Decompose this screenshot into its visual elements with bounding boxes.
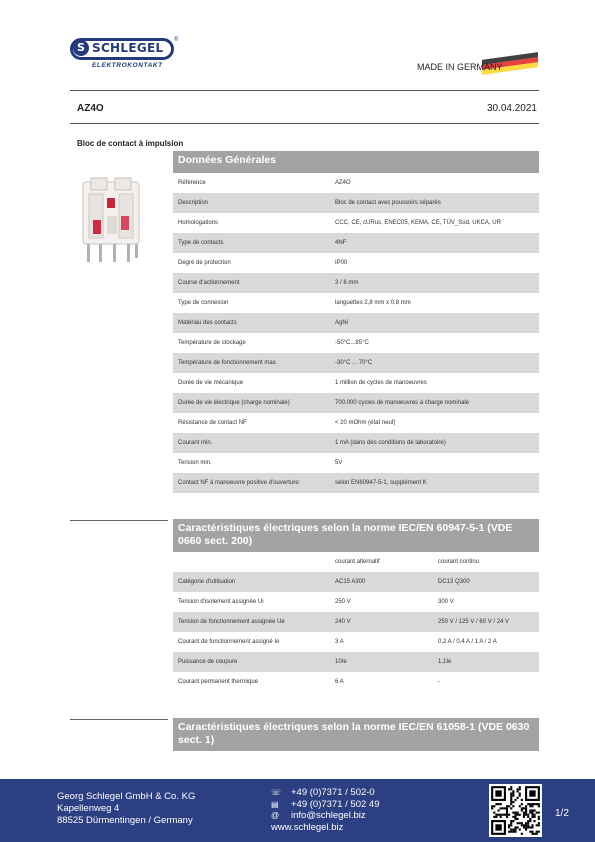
product-code: AZ4O <box>77 103 104 114</box>
row-value: AgNi <box>335 320 349 326</box>
footer <box>0 779 595 842</box>
table-row <box>173 193 539 213</box>
column-header-dc: courant continu <box>438 559 480 565</box>
street: Kapellenweg 4 <box>57 803 120 814</box>
electrical-iec61058-title: Caractéristiques électriques selon la norme IEC/EN 61058-1 (VDE 0630 sect. 1) <box>173 718 539 751</box>
row-value: 3 / 6 mm <box>335 280 359 286</box>
row-value-ac: 240 V <box>335 619 351 625</box>
row-value: < 20 mOhm (état neuf) <box>335 420 396 426</box>
table-row <box>173 213 539 233</box>
row-value-dc: 250 V / 125 V / 60 V / 24 V <box>438 619 510 625</box>
row-label: Durée de vie mécanique <box>178 380 244 386</box>
row-value-ac: 250 V <box>335 599 351 605</box>
row-label: Durée de vie électrique (charge nominale) <box>178 400 290 406</box>
row-value: -30°C ... 70°C <box>335 360 373 366</box>
row-value-dc: 0,2 A / 0,4 A / 1 A / 2 A <box>438 639 497 645</box>
table-row <box>173 273 539 293</box>
row-value: 5V <box>335 460 343 466</box>
row-label: Température de fonctionnement max. <box>178 360 278 366</box>
row-label: Contact NF à manoeuvre positive d'ouverture: <box>178 480 301 486</box>
table-row <box>173 473 539 493</box>
electrical-iec60947-section <box>173 519 539 692</box>
logo-wordmark: SCHLEGEL <box>92 41 164 55</box>
logo-subtitle: ELEKTROKONTAKT <box>92 62 163 69</box>
fax-number: +49 (0)7371 / 502 49 <box>291 798 380 810</box>
row-label: Matériau des contacts <box>178 320 237 326</box>
row-value: selon EN60947-5-1, supplément K <box>335 480 427 486</box>
table-row <box>173 413 539 433</box>
table-row <box>173 353 539 373</box>
email-link[interactable]: info@schlegel.biz <box>291 810 366 821</box>
table-row <box>173 313 539 333</box>
table-row <box>173 433 539 453</box>
phone-number: +49 (0)7371 / 502-0 <box>291 787 375 798</box>
product-image <box>77 176 151 272</box>
row-label: Résistance de contact NF <box>178 420 247 426</box>
row-label: Courant permanent thermique <box>178 679 259 685</box>
row-value: Bloc de contact avec poussoirs séparés <box>335 200 441 206</box>
column-header-ac: courant alternatif <box>335 559 380 565</box>
schlegel-logo <box>70 38 180 72</box>
document-date: 30.04.2021 <box>486 103 537 114</box>
table-row <box>173 333 539 353</box>
logo-s-icon: S <box>73 40 89 56</box>
row-value-ac: 6 A <box>335 679 344 685</box>
table-row <box>173 173 539 193</box>
row-value: 1 million de cycles de manoeuvres <box>335 380 427 386</box>
qr-code-icon <box>489 784 542 837</box>
row-label: Référence <box>178 180 206 186</box>
row-value: 4NF <box>335 240 347 246</box>
row-label: Tension d'isolement assignée Ui <box>178 599 264 605</box>
table-row <box>173 453 539 473</box>
general-data-section <box>173 151 539 493</box>
row-label: Type de connexion <box>178 300 229 306</box>
row-value-ac: 3 A <box>335 639 344 645</box>
row-label: Course d'actionnement <box>178 280 240 286</box>
row-label: Courant de fonctionnement assigné Ie <box>178 639 280 645</box>
header-divider <box>70 90 539 91</box>
row-label: Courant min. <box>178 440 213 446</box>
row-label: Température de stockage <box>178 340 246 346</box>
title-divider <box>70 123 539 124</box>
row-label: Degré de protection <box>178 260 231 266</box>
website-link[interactable]: www.schlegel.biz <box>271 821 344 833</box>
fax-icon: ▤ <box>271 799 279 809</box>
row-value: 700.000 cycles de manoeuvres à charge nominale <box>335 400 470 406</box>
row-value: 1 mA (dans des conditions de laboratoire) <box>335 440 446 446</box>
table-row <box>173 612 539 632</box>
general-data-title: Données Générales <box>173 151 539 173</box>
row-value-dc: 300 V <box>438 599 454 605</box>
row-label: Catégorie d'utilisation <box>178 579 236 585</box>
row-value: IP00 <box>335 260 348 266</box>
row-value-ac: AC15 A300 <box>335 579 366 585</box>
email-icon: @ <box>271 811 280 820</box>
footer-contact <box>271 787 379 833</box>
row-label: Description <box>178 200 209 206</box>
table-row <box>173 233 539 253</box>
row-value: -50°C...85°C <box>335 340 369 346</box>
electrical-iec61058-section <box>173 718 539 751</box>
row-label: Tension de fonctionnement assignée Ue <box>178 619 285 625</box>
general-data-table <box>173 173 539 493</box>
row-label: Puissance de coupure <box>178 659 238 665</box>
row-label: Type de contacts <box>178 240 224 246</box>
page-number: 1/2 <box>555 808 569 819</box>
table-row <box>173 632 539 652</box>
table-row <box>173 253 539 273</box>
product-subtitle: Bloc de contact à impulsion <box>77 139 184 148</box>
column-header-row <box>173 552 539 572</box>
section-marker-line <box>70 719 168 720</box>
phone-icon: ☏ <box>271 788 282 797</box>
row-value-dc: - <box>438 679 440 685</box>
section-marker-line <box>70 520 168 521</box>
made-in-germany: MADE IN GERMANY <box>417 62 503 72</box>
table-row <box>173 672 539 692</box>
row-value: languettes 2,8 mm x 0,8 mm <box>335 300 411 306</box>
table-row <box>173 293 539 313</box>
table-row <box>173 373 539 393</box>
row-value-ac: 10Ie <box>335 659 347 665</box>
company-name: Georg Schlegel GmbH & Co. KG <box>57 791 196 802</box>
table-row <box>173 572 539 592</box>
electrical-iec60947-title: Caractéristiques électriques selon la norme IEC/EN 60947-5-1 (VDE 0660 sect. 200) <box>173 519 539 552</box>
table-row <box>173 592 539 612</box>
electrical-iec60947-table <box>173 572 539 692</box>
row-value-dc: 1,1Ie <box>438 659 452 665</box>
row-value: CCC, CE, cURus, ENEC05, KEMA, CE, TÜV_Süd, UKCA, UR <box>335 220 501 226</box>
table-row <box>173 393 539 413</box>
row-value: AZ4O <box>335 180 351 186</box>
table-row <box>173 652 539 672</box>
row-label: Tension min. <box>178 460 212 466</box>
footer-address <box>57 791 195 827</box>
city: 88525 Dürmentingen / Germany <box>57 815 193 826</box>
logo-registered-mark: ® <box>174 37 179 43</box>
row-label: Homologations <box>178 220 219 226</box>
row-value-dc: DC13 Q300 <box>438 579 470 585</box>
